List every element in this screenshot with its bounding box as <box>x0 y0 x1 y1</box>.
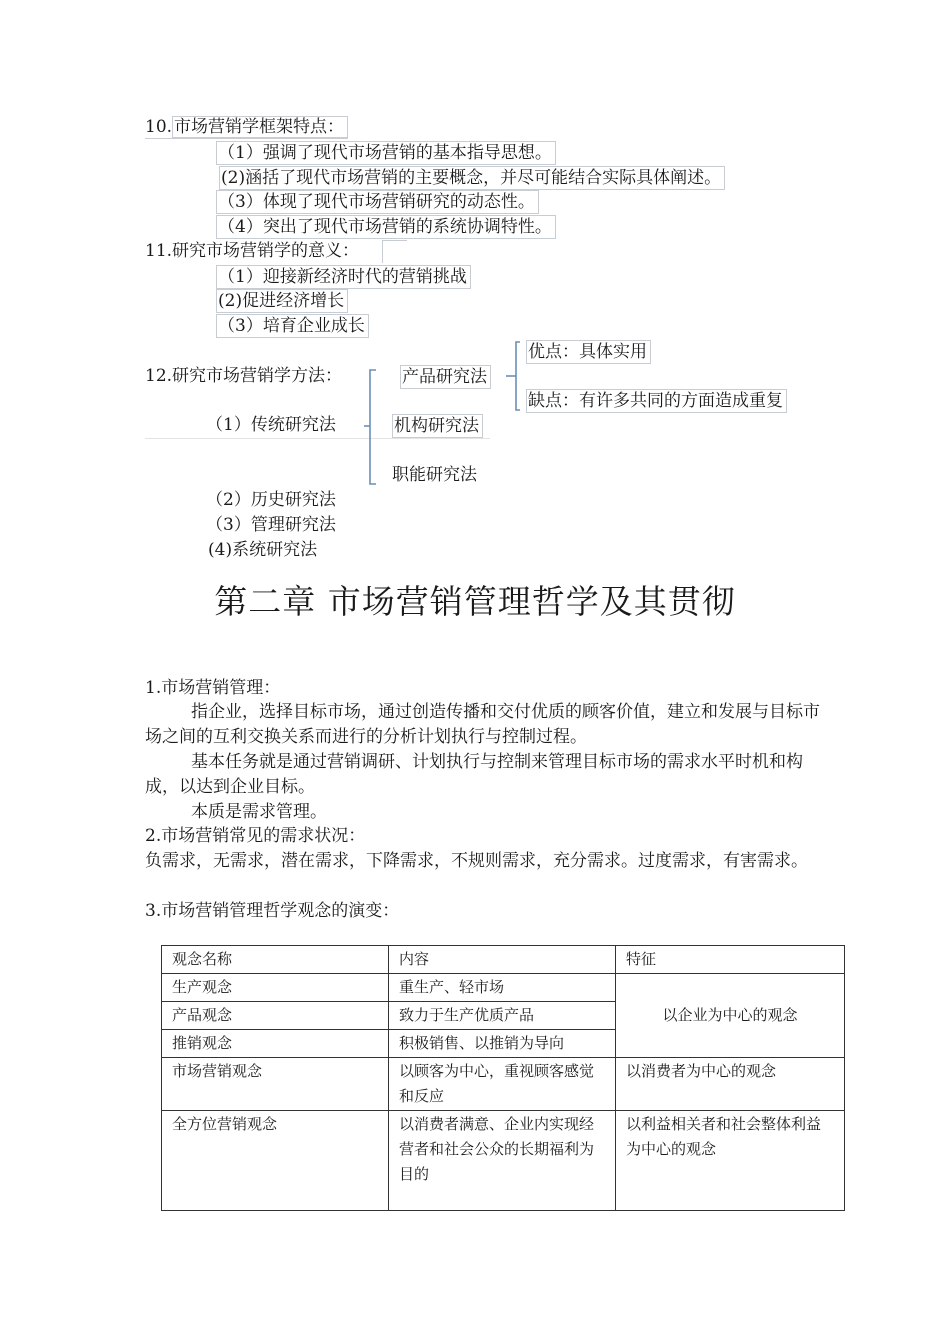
s1-task: 基本任务就是通过营销调研、计划执行与控制来管理目标市场的需求水平时机和构成，以达到企业目标。 <box>145 752 803 797</box>
table-header: 特征 <box>616 946 845 974</box>
divider-line <box>145 438 490 439</box>
section10-number: 10. <box>145 117 173 137</box>
s1-heading: 1.市场营销管理： <box>145 678 281 698</box>
section11-item-1: （1）迎接新经济时代的营销挑战 <box>216 265 471 289</box>
section10-item-3: （3）体现了现代市场营销研究的动态性。 <box>216 190 539 214</box>
section11-heading-box <box>382 240 407 263</box>
s1-definition: 指企业，选择目标市场，通过创造传播和交付优质的顾客价值，建立和发展与目标市场之间的互利交换关系而进行的分析计划执行与控制过程。 <box>145 702 820 747</box>
main-bracket-icon <box>362 368 382 488</box>
table-cell: 重生产、轻市场 <box>389 974 616 1002</box>
table-cell: 致力于生产优质产品 <box>389 1002 616 1030</box>
table-cell: 积极销售、以推销为导向 <box>389 1030 616 1058</box>
table-cell: 全方位营销观念 <box>162 1111 389 1211</box>
s2-text: 负需求，无需求，潜在需求，下降需求，不规则需求，充分需求。过度需求，有害需求。 <box>145 851 808 871</box>
s1-essence: 本质是需求管理。 <box>191 802 327 822</box>
section11-item-2: (2)促进经济增长 <box>216 289 348 313</box>
table-row <box>162 1058 845 1111</box>
product-cons: 缺点：有许多共同的方面造成重复 <box>526 389 787 413</box>
table-cell: 推销观念 <box>162 1030 389 1058</box>
s3-heading: 3.市场营销管理哲学观念的演变： <box>145 901 400 921</box>
table-header-row <box>162 946 845 974</box>
section10-title: 市场营销学框架特点： <box>172 116 348 138</box>
table-cell: 以消费者满意、企业内实现经营者和社会公众的长期福利为目的 <box>389 1111 616 1211</box>
method-function: 职能研究法 <box>392 465 477 485</box>
section10-item-2: (2)涵括了现代市场营销的主要概念，并尽可能结合实际具体阐述。 <box>219 166 725 190</box>
chapter-title: 第二章 市场营销管理哲学及其贯彻 <box>214 582 736 621</box>
table-header: 内容 <box>389 946 616 974</box>
method-institution: 机构研究法 <box>392 414 483 438</box>
table-cell: 以顾客为中心，重视顾客感觉和反应 <box>389 1058 616 1111</box>
table-cell: 市场营销观念 <box>162 1058 389 1111</box>
concept-table <box>161 945 845 1211</box>
method-history: （2）历史研究法 <box>206 490 336 510</box>
sub-bracket-icon <box>502 340 524 414</box>
table-cell: 生产观念 <box>162 974 389 1002</box>
section10-item-1: （1）强调了现代市场营销的基本指导思想。 <box>216 141 556 165</box>
method-traditional: （1）传统研究法 <box>206 415 336 435</box>
method-system: (4)系统研究法 <box>208 540 318 560</box>
table-row <box>162 1111 845 1211</box>
method-management: （3）管理研究法 <box>206 515 336 535</box>
table-cell: 以消费者为中心的观念 <box>616 1058 845 1111</box>
table-header: 观念名称 <box>162 946 389 974</box>
section11-item-3: （3）培育企业成长 <box>216 314 369 338</box>
merged-feature-cell: 以企业为中心的观念 <box>616 974 845 1058</box>
table-row <box>162 974 845 1002</box>
method-product: 产品研究法 <box>400 365 491 389</box>
section11-heading: 11.研究市场营销学的意义： <box>145 241 360 261</box>
product-pros: 优点：具体实用 <box>526 340 651 364</box>
table-cell: 以利益相关者和社会整体利益为中心的观念 <box>616 1111 845 1211</box>
section12-heading: 12.研究市场营销学方法： <box>145 366 343 386</box>
s2-heading: 2.市场营销常见的需求状况： <box>145 826 366 846</box>
section10-item-4: （4）突出了现代市场营销的系统协调特性。 <box>216 215 556 239</box>
table-cell: 产品观念 <box>162 1002 389 1030</box>
section10-heading <box>145 116 348 139</box>
